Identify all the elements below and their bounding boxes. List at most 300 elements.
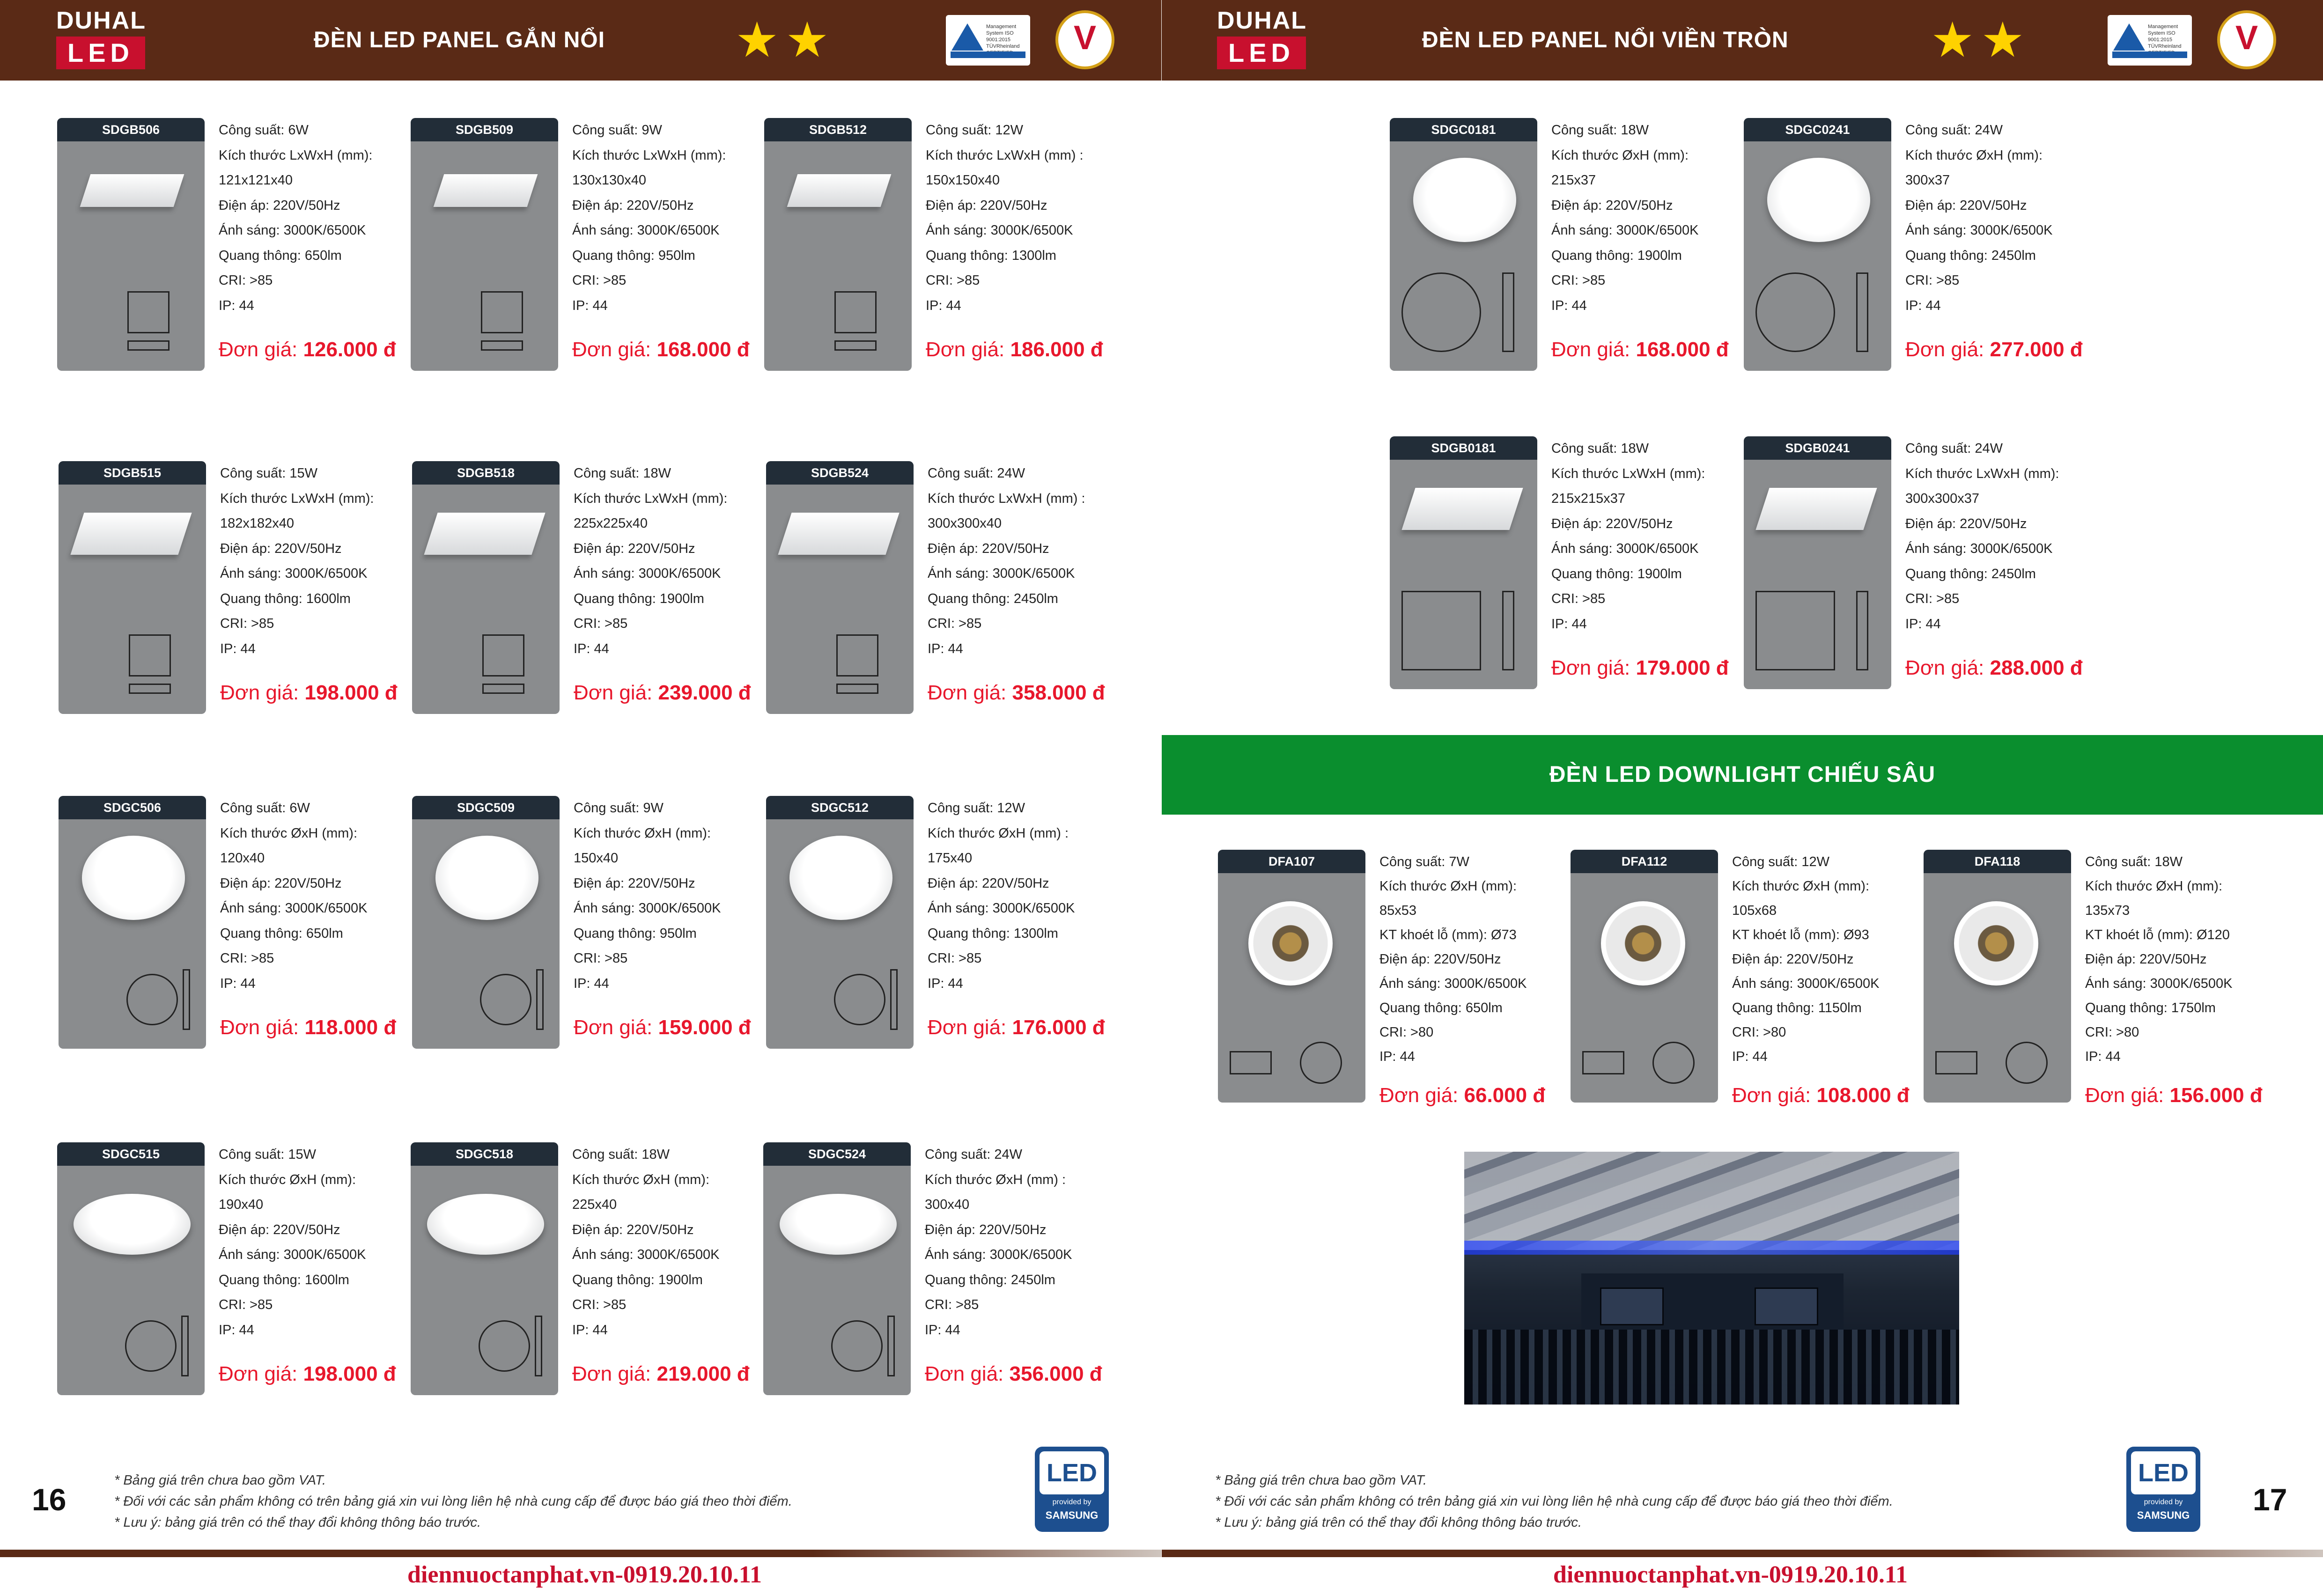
product-code: DFA107 <box>1218 850 1365 873</box>
product-card <box>1390 118 1741 371</box>
product-price: Đơn giá: 288.000 đ <box>1905 656 2083 679</box>
spec-line: Kích thước ØxH (mm): <box>2085 879 2223 894</box>
product-code: SDGB0241 <box>1744 436 1891 460</box>
spec-line: Ánh sáng: 3000K/6500K <box>574 901 721 916</box>
product-card <box>1924 850 2275 1107</box>
dimension-drawing-icon <box>836 684 878 694</box>
star-rating-icon: ★★ <box>735 13 836 67</box>
product-price: Đơn giá: 168.000 đ <box>572 338 750 361</box>
spec-line: IP: 44 <box>1551 298 1587 313</box>
product-image <box>764 118 912 371</box>
product-card <box>1390 436 1741 689</box>
product-price: Đơn giá: 277.000 đ <box>1905 338 2083 361</box>
dimension-drawing-icon <box>1502 272 1514 352</box>
spec-line: Kích thước ØxH (mm): <box>220 825 358 841</box>
product-image <box>57 1142 205 1395</box>
spec-line: CRI: >85 <box>219 273 273 288</box>
product-image <box>411 118 558 371</box>
product-card <box>412 461 763 714</box>
spec-line: Điện áp: 220V/50Hz <box>572 198 694 213</box>
product-code: SDGB509 <box>411 118 558 141</box>
spec-line: Kích thước ØxH (mm) : <box>925 1172 1066 1187</box>
product-price: Đơn giá: 118.000 đ <box>220 1016 397 1039</box>
spec-line: Công suất: 12W <box>926 123 1023 138</box>
spec-line: Ánh sáng: 3000K/6500K <box>2085 976 2233 991</box>
spec-line: Công suất: 24W <box>1905 441 2003 456</box>
product-code: SDGB524 <box>766 461 914 485</box>
spec-line: Công suất: 15W <box>219 1147 316 1162</box>
catalog-page-16 <box>0 0 1161 1596</box>
spec-line: Ánh sáng: 3000K/6500K <box>220 901 368 916</box>
dimension-drawing-icon <box>536 969 544 1030</box>
product-code: SDGC506 <box>59 796 206 819</box>
lamp-image <box>70 513 192 555</box>
spec-line: Quang thông: 2450lm <box>1905 566 2036 581</box>
product-image <box>411 1142 558 1395</box>
tuv-certificate-icon: Management System ISO 9001:2015 TÜVRheinland <box>2108 15 2192 66</box>
vn-quality-badge-icon: V <box>1055 10 1114 69</box>
spec-line: KT khoét lỗ (mm): Ø73 <box>1379 927 1517 942</box>
product-card <box>766 796 1117 1049</box>
spec-line: CRI: >85 <box>572 1297 627 1312</box>
spec-line: Quang thông: 2450lm <box>928 591 1058 606</box>
lamp-image <box>80 174 184 207</box>
page-number: 16 <box>32 1482 66 1517</box>
dimension-drawing-icon <box>1582 1051 1624 1074</box>
spec-line: Điện áp: 220V/50Hz <box>574 541 695 556</box>
product-image <box>57 118 205 371</box>
dimension-drawing-icon <box>127 291 170 333</box>
spec-line: Điện áp: 220V/50Hz <box>1905 516 2027 531</box>
spec-line: Công suất: 24W <box>925 1147 1022 1162</box>
spec-line: Quang thông: 950lm <box>572 248 695 263</box>
product-image <box>1390 436 1537 689</box>
product-code: SDGB515 <box>59 461 206 485</box>
spec-line: Điện áp: 220V/50Hz <box>928 541 1049 556</box>
dimension-drawing-icon <box>1755 272 1835 352</box>
website-contact: diennuoctanphat.vn-0919.20.10.11 <box>1553 1561 1908 1588</box>
spec-line: Kích thước ØxH (mm): <box>1379 879 1517 894</box>
spec-line: IP: 44 <box>925 1322 960 1338</box>
product-code: SDGB512 <box>764 118 912 141</box>
spec-line: 225x225x40 <box>574 516 648 531</box>
product-specs <box>1379 850 1567 1069</box>
spec-line: Công suất: 9W <box>574 801 664 816</box>
product-price: Đơn giá: 186.000 đ <box>926 338 1103 361</box>
product-specs <box>1905 436 2093 637</box>
product-price: Đơn giá: 168.000 đ <box>1551 338 1729 361</box>
spec-line: 150x150x40 <box>926 173 1000 188</box>
spec-line: Quang thông: 1150lm <box>1732 1000 1862 1015</box>
dimension-drawing-icon <box>1502 591 1514 670</box>
product-price: Đơn giá: 176.000 đ <box>928 1016 1105 1039</box>
product-image <box>412 461 560 714</box>
product-price: Đơn giá: 156.000 đ <box>2085 1084 2263 1107</box>
spec-line: Quang thông: 650lm <box>220 926 343 941</box>
spec-line: IP: 44 <box>1379 1049 1415 1064</box>
spec-line: Công suất: 6W <box>219 123 309 138</box>
spec-line: Công suất: 12W <box>928 801 1025 816</box>
spec-line: Điện áp: 220V/50Hz <box>219 1222 340 1237</box>
lamp-image <box>1767 158 1870 242</box>
spec-line: Công suất: 18W <box>2085 854 2183 869</box>
product-image <box>1744 436 1891 689</box>
vn-quality-badge-icon: V <box>2217 10 2276 69</box>
spec-line: Kích thước LxWxH (mm): <box>1905 466 2059 481</box>
spec-line: Quang thông: 2450lm <box>925 1272 1055 1287</box>
dimension-drawing-icon <box>481 340 523 351</box>
spec-line: 135x73 <box>2085 903 2130 918</box>
spec-line: Kích thước LxWxH (mm): <box>572 147 726 163</box>
product-card <box>764 118 1115 371</box>
spec-line: Điện áp: 220V/50Hz <box>220 541 342 556</box>
spec-line: Kích thước ØxH (mm) : <box>928 825 1069 841</box>
spec-line: Ánh sáng: 3000K/6500K <box>1551 223 1699 238</box>
product-card <box>1571 850 1922 1107</box>
lamp-image <box>74 1194 191 1255</box>
brand-sub: LED <box>1217 37 1306 69</box>
samsung-led-badge: LED provided by SAMSUNG <box>2126 1447 2200 1532</box>
spec-line: Quang thông: 1300lm <box>928 926 1058 941</box>
spec-line: KT khoét lỗ (mm): Ø93 <box>1732 927 1869 942</box>
spec-line: IP: 44 <box>572 1322 608 1338</box>
spec-line: Ánh sáng: 3000K/6500K <box>572 1247 720 1262</box>
dimension-drawing-icon <box>834 974 885 1025</box>
product-code: DFA118 <box>1924 850 2071 873</box>
dimension-drawing-icon <box>890 969 898 1030</box>
product-specs <box>220 461 407 662</box>
spec-line: Điện áp: 220V/50Hz <box>1905 198 2027 213</box>
product-card <box>59 796 410 1049</box>
brand-name: DUHAL <box>56 7 146 34</box>
product-specs <box>220 796 407 996</box>
spec-line: Kích thước LxWxH (mm): <box>220 491 374 506</box>
product-specs <box>572 118 760 318</box>
dimension-drawing-icon <box>479 1320 530 1372</box>
product-specs <box>928 796 1115 996</box>
spec-line: IP: 44 <box>220 976 256 991</box>
dimension-drawing-icon <box>1230 1051 1272 1074</box>
lamp-image <box>787 174 892 207</box>
dimension-drawing-icon <box>480 974 531 1025</box>
spec-line: Kích thước LxWxH (mm): <box>1551 466 1705 481</box>
spec-line: CRI: >85 <box>220 616 274 631</box>
dimension-drawing-icon <box>1935 1051 1977 1074</box>
conference-room-photo <box>1464 1152 1959 1405</box>
dimension-drawing-icon <box>1652 1042 1695 1084</box>
product-image <box>1924 850 2071 1103</box>
product-image <box>1744 118 1891 371</box>
spec-line: CRI: >85 <box>219 1297 273 1312</box>
dimension-drawing-icon <box>481 291 523 333</box>
product-image <box>763 1142 911 1395</box>
spec-line: IP: 44 <box>1905 298 1941 313</box>
spec-line: Ánh sáng: 3000K/6500K <box>1905 223 2053 238</box>
samsung-led-badge: LED provided by SAMSUNG <box>1035 1447 1109 1532</box>
spec-line: 120x40 <box>220 851 265 866</box>
lamp-image <box>424 513 545 555</box>
spec-line: CRI: >80 <box>1732 1025 1786 1040</box>
dimension-drawing-icon <box>127 340 170 351</box>
product-image <box>766 796 914 1049</box>
dimension-drawing-icon <box>834 291 877 333</box>
product-code: SDGC509 <box>412 796 560 819</box>
dimension-drawing-icon <box>125 1320 177 1372</box>
brand-sub: LED <box>56 37 145 69</box>
spec-line: Công suất: 18W <box>572 1147 670 1162</box>
spec-line: Công suất: 18W <box>1551 123 1649 138</box>
duhal-logo <box>56 7 145 72</box>
product-code: SDGB506 <box>57 118 205 141</box>
dimension-drawing-icon <box>1401 272 1481 352</box>
product-card <box>766 461 1117 714</box>
spec-line: CRI: >85 <box>928 616 982 631</box>
spec-line: 150x40 <box>574 851 619 866</box>
spec-line: 225x40 <box>572 1197 617 1212</box>
spec-line: Công suất: 12W <box>1732 854 1829 869</box>
product-specs <box>574 796 761 996</box>
footer-rule <box>1162 1550 2323 1557</box>
spec-line: CRI: >85 <box>925 1297 979 1312</box>
spec-line: 175x40 <box>928 851 973 866</box>
dimension-drawing-icon <box>482 684 524 694</box>
product-image <box>766 461 914 714</box>
spec-line: Công suất: 24W <box>1905 123 2003 138</box>
spec-line: Quang thông: 1600lm <box>220 591 351 606</box>
spec-line: CRI: >85 <box>574 951 628 966</box>
product-image <box>1218 850 1365 1103</box>
spec-line: 190x40 <box>219 1197 264 1212</box>
dimension-drawing-icon <box>129 634 171 677</box>
spec-line: Điện áp: 220V/50Hz <box>2085 952 2207 967</box>
spec-line: 85x53 <box>1379 903 1417 918</box>
tuv-certificate-icon: Management System ISO 9001:2015 TÜVRheinland <box>946 15 1030 66</box>
spec-line: Quang thông: 1600lm <box>219 1272 349 1287</box>
product-card <box>57 1142 408 1395</box>
spec-line: Điện áp: 220V/50Hz <box>1379 952 1501 967</box>
product-specs <box>1905 118 2093 318</box>
spec-line: Công suất: 18W <box>574 466 671 481</box>
spec-line: IP: 44 <box>220 641 256 656</box>
product-card <box>411 118 762 371</box>
spec-line: IP: 44 <box>219 298 254 313</box>
spec-line: Công suất: 9W <box>572 123 662 138</box>
spec-line: Ánh sáng: 3000K/6500K <box>1732 976 1880 991</box>
product-specs <box>925 1142 1112 1343</box>
spec-line: CRI: >85 <box>1551 273 1606 288</box>
product-price: Đơn giá: 108.000 đ <box>1732 1084 1910 1107</box>
lamp-image <box>82 836 185 920</box>
lamp-image <box>1248 901 1333 986</box>
product-image <box>59 461 206 714</box>
dimension-drawing-icon <box>836 634 878 677</box>
spec-line: Quang thông: 2450lm <box>1905 248 2036 263</box>
spec-line: Ánh sáng: 3000K/6500K <box>1905 541 2053 556</box>
product-code: SDGC512 <box>766 796 914 819</box>
product-specs <box>574 461 761 662</box>
spec-line: IP: 44 <box>574 641 609 656</box>
spec-line: CRI: >80 <box>1379 1025 1434 1040</box>
spec-line: IP: 44 <box>1905 616 1941 632</box>
product-price: Đơn giá: 239.000 đ <box>574 681 751 704</box>
spec-line: Điện áp: 220V/50Hz <box>1551 198 1673 213</box>
spec-line: CRI: >80 <box>2085 1025 2139 1040</box>
dimension-drawing-icon <box>129 684 171 694</box>
spec-line: Kích thước ØxH (mm): <box>574 825 711 841</box>
product-specs <box>2085 850 2272 1069</box>
spec-line: IP: 44 <box>928 976 963 991</box>
product-image <box>1390 118 1537 371</box>
lamp-image <box>778 513 899 555</box>
spec-line: Kích thước ØxH (mm): <box>1732 879 1870 894</box>
spec-line: CRI: >85 <box>574 616 628 631</box>
product-card <box>57 118 408 371</box>
spec-line: Ánh sáng: 3000K/6500K <box>928 566 1075 581</box>
spec-line: IP: 44 <box>2085 1049 2121 1064</box>
lamp-image <box>789 836 892 920</box>
spec-line: Kích thước LxWxH (mm): <box>574 491 728 506</box>
spec-line: Kích thước LxWxH (mm) : <box>926 147 1084 163</box>
spec-line: Công suất: 7W <box>1379 854 1469 869</box>
spec-line: Kích thước ØxH (mm): <box>1905 147 2043 163</box>
spec-line: CRI: >85 <box>926 273 980 288</box>
spec-line: 300x40 <box>925 1197 970 1212</box>
spec-line: 105x68 <box>1732 903 1777 918</box>
product-code: SDGC518 <box>411 1142 558 1166</box>
spec-line: Quang thông: 1900lm <box>572 1272 703 1287</box>
product-image <box>412 796 560 1049</box>
price-notes: * Bảng giá trên chưa bao gồm VAT. * Đối với các sản phẩm không có trên bảng giá xin vui lòng liên hệ nhà cung cấp để được báo giá theo thời điểm. * Lưu ý: bảng giá trên có thể thay đổi không thông báo trước. <box>1215 1473 1893 1530</box>
dimension-drawing-icon <box>535 1316 542 1376</box>
lamp-image <box>1413 158 1516 242</box>
spec-line: Điện áp: 220V/50Hz <box>928 875 1049 891</box>
star-rating-icon: ★★ <box>1931 13 2031 67</box>
spec-line: 182x182x40 <box>220 516 295 531</box>
spec-line: IP: 44 <box>928 641 963 656</box>
product-card <box>59 461 410 714</box>
product-price: Đơn giá: 159.000 đ <box>574 1016 751 1039</box>
spec-line: Ánh sáng: 3000K/6500K <box>1551 541 1699 556</box>
dimension-drawing-icon <box>1856 272 1868 352</box>
product-specs <box>928 461 1115 662</box>
spec-line: Điện áp: 220V/50Hz <box>1732 952 1854 967</box>
dimension-drawing-icon <box>834 340 877 351</box>
spec-line: Điện áp: 220V/50Hz <box>219 198 340 213</box>
lamp-image <box>1601 901 1685 986</box>
spec-line: Ánh sáng: 3000K/6500K <box>572 223 720 238</box>
dimension-drawing-icon <box>1300 1042 1342 1084</box>
spec-line: CRI: >85 <box>1905 273 1960 288</box>
dimension-drawing-icon <box>887 1316 895 1376</box>
spec-line: IP: 44 <box>1732 1049 1768 1064</box>
spec-line: Điện áp: 220V/50Hz <box>574 875 695 891</box>
lamp-image <box>1401 488 1523 530</box>
spec-line: CRI: >85 <box>1905 591 1960 606</box>
spec-line: Quang thông: 1300lm <box>926 248 1056 263</box>
product-price: Đơn giá: 179.000 đ <box>1551 656 1729 679</box>
spec-line: Ánh sáng: 3000K/6500K <box>926 223 1073 238</box>
downlight-section-title: ĐÈN LED DOWNLIGHT CHIẾU SÂU <box>1162 735 2323 815</box>
spec-line: Ánh sáng: 3000K/6500K <box>574 566 721 581</box>
product-price: Đơn giá: 358.000 đ <box>928 681 1105 704</box>
lamp-image <box>1954 901 2038 986</box>
spec-line: Điện áp: 220V/50Hz <box>925 1222 1047 1237</box>
lamp-image <box>427 1194 544 1255</box>
spec-line: Ánh sáng: 3000K/6500K <box>219 223 366 238</box>
spec-line: Ánh sáng: 3000K/6500K <box>1379 976 1527 991</box>
product-specs <box>219 1142 406 1343</box>
spec-line: Ánh sáng: 3000K/6500K <box>925 1247 1072 1262</box>
spec-line: Kích thước LxWxH (mm): <box>219 147 373 163</box>
product-code: DFA112 <box>1571 850 1718 873</box>
section-title: ĐÈN LED PANEL GẮN NỔI <box>314 28 605 52</box>
spec-line: IP: 44 <box>1551 616 1587 632</box>
spec-line: Quang thông: 650lm <box>219 248 342 263</box>
spec-line: CRI: >85 <box>220 951 274 966</box>
product-card <box>412 796 763 1049</box>
spec-line: Công suất: 24W <box>928 466 1025 481</box>
spec-line: CRI: >85 <box>928 951 982 966</box>
product-price: Đơn giá: 126.000 đ <box>219 338 396 361</box>
product-specs <box>1551 436 1739 637</box>
product-price: Đơn giá: 66.000 đ <box>1379 1084 1546 1107</box>
spec-line: KT khoét lỗ (mm): Ø120 <box>2085 927 2230 942</box>
spec-line: Kích thước ØxH (mm): <box>1551 147 1689 163</box>
lamp-image <box>434 174 538 207</box>
spec-line: Quang thông: 1900lm <box>1551 248 1682 263</box>
product-code: SDGB0181 <box>1390 436 1537 460</box>
product-card <box>411 1142 762 1395</box>
dimension-drawing-icon <box>1755 591 1835 670</box>
lamp-image <box>1755 488 1877 530</box>
product-code: SDGC0241 <box>1744 118 1891 141</box>
spec-line: 215x37 <box>1551 173 1596 188</box>
price-notes: * Bảng giá trên chưa bao gồm VAT. * Đối với các sản phẩm không có trên bảng giá xin vui lòng liên hệ nhà cung cấp để được báo giá theo thời điểm. * Lưu ý: bảng giá trên có thể thay đổi không thông báo trước. <box>114 1473 792 1530</box>
lamp-image <box>435 836 538 920</box>
spec-line: Quang thông: 1900lm <box>1551 566 1682 581</box>
lamp-image <box>780 1194 897 1255</box>
dimension-drawing-icon <box>1856 591 1868 670</box>
page-number: 17 <box>2253 1482 2287 1517</box>
product-specs <box>1551 118 1739 318</box>
spec-line: Điện áp: 220V/50Hz <box>1551 516 1673 531</box>
product-card <box>1218 850 1569 1107</box>
dimension-drawing-icon <box>183 969 190 1030</box>
spec-line: Công suất: 18W <box>1551 441 1649 456</box>
spec-line: Ánh sáng: 3000K/6500K <box>220 566 368 581</box>
spec-line: Điện áp: 220V/50Hz <box>926 198 1047 213</box>
spec-line: Ánh sáng: 3000K/6500K <box>928 901 1075 916</box>
spec-line: IP: 44 <box>574 976 609 991</box>
spec-line: 215x215x37 <box>1551 491 1626 506</box>
spec-line: Kích thước ØxH (mm): <box>219 1172 356 1187</box>
spec-line: Quang thông: 950lm <box>574 926 697 941</box>
spec-line: Quang thông: 650lm <box>1379 1000 1503 1015</box>
footer-rule <box>0 1550 1161 1557</box>
section-title: ĐÈN LED PANEL NỔI VIỀN TRÒN <box>1422 28 1789 52</box>
spec-line: 130x130x40 <box>572 173 647 188</box>
spec-line: CRI: >85 <box>572 273 627 288</box>
product-code: SDGB518 <box>412 461 560 485</box>
dimension-drawing-icon <box>482 634 524 677</box>
product-price: Đơn giá: 219.000 đ <box>572 1362 750 1385</box>
spec-line: 121x121x40 <box>219 173 293 188</box>
dimension-drawing-icon <box>181 1316 189 1376</box>
spec-line: 300x300x40 <box>928 516 1002 531</box>
spec-line: Quang thông: 1900lm <box>574 591 704 606</box>
dimension-drawing-icon <box>2006 1042 2048 1084</box>
product-card <box>1744 118 2095 371</box>
